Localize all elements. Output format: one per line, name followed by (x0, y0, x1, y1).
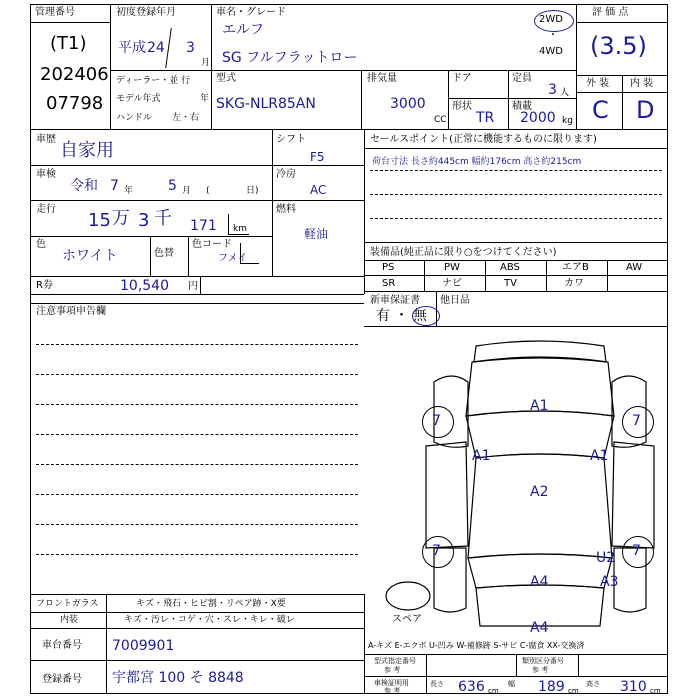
warranty-circle (412, 306, 440, 326)
wheel-rr: 7 (632, 543, 641, 559)
damage-a4-mid: A4 (530, 574, 549, 590)
handle-label: ハンドル (116, 113, 153, 123)
wheel-fl: 7 (432, 413, 441, 429)
equip-airbag: エアB (562, 262, 589, 273)
mileage-man-unit: 万 (112, 208, 130, 229)
int-label: 内 装 (630, 78, 654, 89)
first-reg-label: 初度登録年月 (116, 7, 176, 18)
damage-a1-top: A1 (530, 398, 549, 414)
equip-pw: PW (444, 262, 460, 273)
damage-a2: A2 (530, 484, 549, 500)
ac-value: AC (310, 183, 327, 197)
inspection-year-unit: 年 (124, 186, 134, 196)
plate-value: 宇都宮 100 そ 8848 (112, 670, 244, 686)
capacity-value: 3 (548, 82, 557, 98)
inspection-year: 7 (110, 178, 119, 194)
load-unit: kg (562, 116, 573, 126)
length-label: 長さ (430, 680, 444, 688)
ext-grade: C (592, 96, 609, 124)
capacity-unit: 人 (560, 88, 570, 98)
mileage-label: 走行 (36, 204, 56, 215)
front-glass-label: フロントガラス (36, 599, 99, 609)
damage-a3: A3 (600, 574, 619, 590)
inspection-month: 5 (168, 178, 177, 194)
inspection-paren: ( (206, 186, 210, 196)
cert-ref: 参 考 (384, 687, 401, 695)
chassis-label: 車台番号 (42, 640, 82, 651)
model-year-unit: 年 (200, 94, 210, 104)
wheel-fr: 7 (632, 413, 641, 429)
history-label: 車歴 (36, 134, 56, 145)
height-label: 高さ (586, 680, 600, 688)
equip-leather: カワ (564, 278, 584, 289)
mileage-sen: 3 (138, 210, 150, 231)
vehicle-name: エルフ (222, 22, 264, 38)
history-value: 自家用 (60, 140, 114, 161)
int-grade: D (636, 96, 655, 124)
recycle-value: 10,540 (120, 278, 169, 294)
wheel-rl: 7 (432, 543, 441, 559)
sales-title: セールスポイント(正常に機能するものに限ります) (370, 134, 597, 145)
model-label: 型式 (216, 73, 236, 84)
chassis-value: 7009901 (112, 638, 175, 654)
mgmt-line3: 07798 (46, 93, 104, 114)
fuel-value: 軽油 (304, 227, 329, 241)
model-value: SKG-NLR85AN (216, 96, 316, 112)
ac-label: 冷房 (276, 169, 296, 180)
equip-abs: ABS (500, 262, 520, 273)
mileage-sen-unit: 千 (154, 208, 172, 229)
door-label: ドア (452, 73, 472, 84)
color-label: 色 (36, 239, 46, 250)
class-num-ref: 参 考 (532, 666, 549, 674)
dealer-label: ディーラー・並 行 (116, 76, 191, 86)
first-reg-month: 3 (186, 40, 195, 56)
interior-label: 内装 (60, 615, 79, 625)
recycle-unit: 円 (188, 281, 198, 292)
ext-label: 外 装 (586, 78, 610, 89)
color-code-label: 色コード (192, 239, 232, 250)
equipment-title: 装備品(純正品に限り○をつけてください) (370, 247, 557, 258)
inspection-month-unit: 月 (182, 186, 192, 196)
grade-value: (3.5) (590, 32, 647, 60)
displacement-unit: CC (434, 115, 447, 125)
damage-u2: U2 (596, 550, 616, 566)
height-unit: cm (650, 687, 661, 695)
mgmt-line1: (T1) (50, 33, 87, 54)
width-label: 幅 (508, 680, 515, 688)
load-value: 2000 (520, 110, 556, 126)
cert-label: 車検証明用 (374, 679, 409, 687)
notes-label: 注意事項申告欄 (36, 306, 106, 317)
recycle-label: R券 (36, 280, 53, 291)
drive-4wd: 4WD (539, 46, 563, 57)
spare-label: スペア (392, 614, 422, 625)
damage-legend: A-キズ E-エクボ U-凹み W-補修跡 S-サビ C-腐食 XX-交換済 (368, 641, 585, 650)
color-code: フメイ (218, 253, 248, 264)
name-label: 車名・グレード (216, 7, 286, 18)
interior-desc: キズ・汚レ・コゲ・穴・スレ・キレ・破レ (124, 615, 295, 625)
width-unit: cm (568, 687, 579, 695)
damage-a1-left: A1 (472, 448, 491, 464)
plate-label: 登録番号 (42, 674, 82, 685)
equip-sr: SR (382, 278, 396, 289)
drive-dot: ・ (548, 30, 558, 41)
shift-value: F5 (310, 150, 325, 164)
warranty-label: 新車保証書 (370, 295, 420, 306)
equip-tv: TV (504, 278, 517, 289)
vehicle-grade: SG フルフラットロー (222, 50, 358, 66)
load-label: 積載 (512, 101, 532, 112)
color-change-label: 色替 (154, 248, 174, 259)
shape-label: 形状 (452, 101, 472, 112)
height-value: 310 (620, 679, 647, 695)
warranty-value: 有 ・ 無 (376, 308, 427, 324)
damage-a1-right: A1 (590, 448, 609, 464)
inspection-day-unit: 日) (246, 186, 259, 196)
fuel-label: 燃料 (276, 204, 296, 215)
length-value: 636 (458, 679, 485, 695)
displacement-value: 3000 (390, 96, 426, 112)
vehicle-diagram (364, 326, 668, 636)
class-num-label: 類別区分番号 (522, 657, 564, 665)
sales-line1: 荷台寸法 長さ約445cm 幅約176cm 高さ約215cm (372, 157, 582, 167)
front-glass-desc: キズ・飛石・ヒビ割・リペア跡・X要 (136, 599, 286, 609)
equip-ps: PS (382, 262, 395, 273)
capacity-label: 定員 (512, 73, 532, 84)
damage-a4-bot: A4 (530, 620, 549, 636)
handle-opts: 左・右 (172, 113, 200, 123)
first-reg-era: 平成 (118, 40, 146, 56)
equip-navi: ナビ (442, 278, 462, 289)
length-unit: cm (488, 687, 499, 695)
inspection-era: 令和 (70, 178, 98, 194)
first-reg-month-unit: 月 (201, 58, 211, 68)
first-reg-year: 24 (147, 40, 165, 56)
drive-2wd: 2WD (539, 14, 563, 25)
displacement-label: 排気量 (367, 73, 397, 84)
shape-value: TR (476, 110, 495, 126)
type-num-ref: 参 考 (384, 666, 401, 674)
color-value: ホワイト (62, 248, 118, 264)
mgmt-line2: 202406 (40, 64, 109, 85)
model-year-label: モデル年式 (116, 94, 161, 104)
mgmt-label: 管理番号 (35, 7, 75, 18)
width-value: 189 (538, 679, 565, 695)
shift-label: シフト (276, 134, 306, 145)
delivery-label: 他日品 (440, 295, 470, 306)
mileage-unit: km (233, 224, 247, 234)
equip-aw: AW (626, 262, 643, 273)
mileage-man: 15 (88, 210, 111, 231)
grade-label: 評 価 点 (592, 7, 629, 18)
inspection-label: 車検 (36, 169, 56, 180)
type-num-label: 型式指定番号 (374, 657, 416, 665)
mileage-rest: 171 (190, 218, 217, 234)
